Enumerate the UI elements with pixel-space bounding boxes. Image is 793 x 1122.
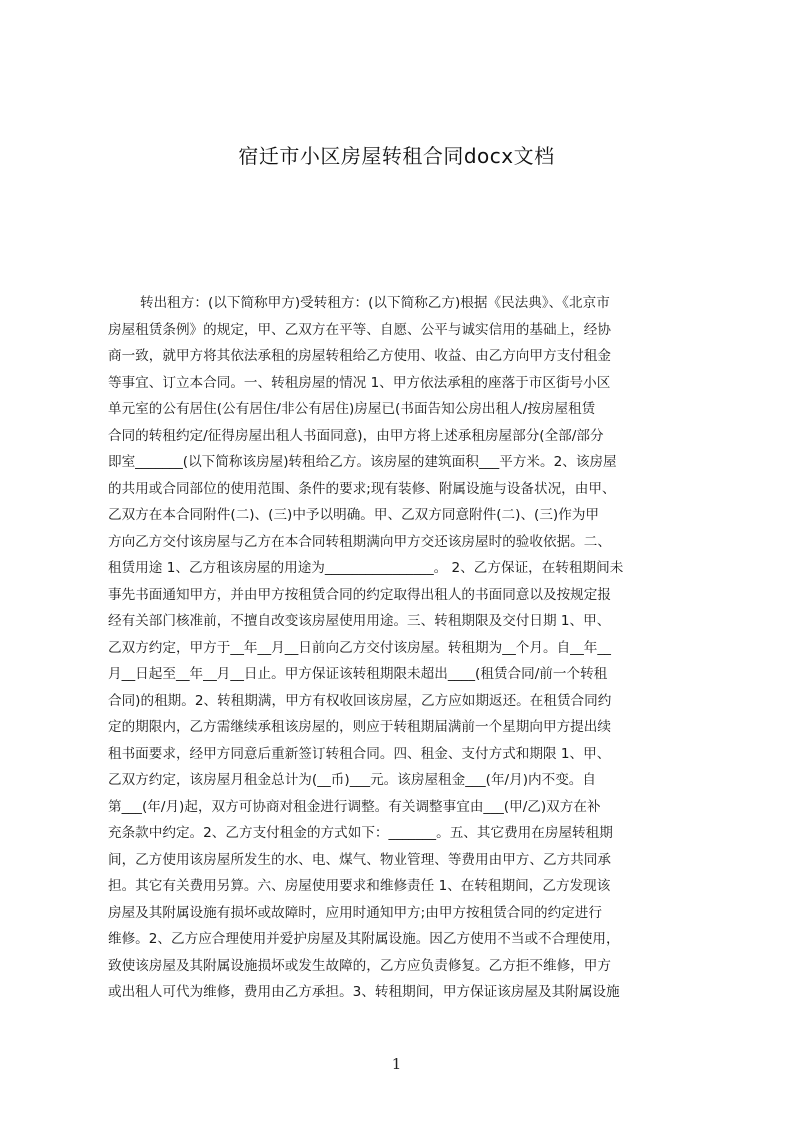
body-line: 充条款中约定。2、乙方支付租金的方式如下：_______。五、其它费用在房屋转租期 <box>108 825 613 841</box>
body-line: 间，乙方使用该房屋所发生的水、电、煤气、物业管理、等费用由甲方、乙方共同承 <box>108 851 611 868</box>
body-line: 租书面要求，经甲方同意后重新签订转租合同。四、租金、支付方式和期限 1、甲、 <box>108 745 611 762</box>
body-line: 合同的转租约定/征得房屋出租人书面同意)，由甲方将上述承租房屋部分(全部/部分 <box>108 427 604 444</box>
body-line: 事先书面通知甲方，并由甲方按租赁合同的约定取得出租人的书面同意以及按规定报 <box>108 586 611 603</box>
page-number: 1 <box>391 1055 402 1073</box>
body-line: 月__日起至__年__月__日止。甲方保证该转租期限未超出____(租赁合同/前一个转租 <box>108 666 608 682</box>
body-line: 转出租方：(以下简称甲方)受转租方：(以下简称乙方)根据《民法典》、《北京市 <box>140 295 610 311</box>
body-line: 等事宜、订立本合同。一、转租房屋的情况 1、甲方依法承租的座落于市区街号小区 <box>108 374 611 391</box>
body-line: 乙双方在本合同附件(二)、(三)中予以明确。甲、乙双方同意附件(二)、(三)作为甲 <box>108 507 600 523</box>
body-line: 房屋及其附属设施有损坏或故障时，应用时通知甲方;由甲方按租赁合同的约定进行 <box>108 904 602 921</box>
body-line: 合同)的租期。2、转租期满，甲方有权收回该房屋，乙方应如期返还。在租赁合同约 <box>108 692 612 709</box>
body-line: 即室_______(以下简称该房屋)转租给乙方。该房屋的建筑面积___平方米。2、该房屋 <box>108 454 617 470</box>
body-line: 租赁用途 1、乙方租该房屋的用途为________________。 2、乙方保证，在转租期间未 <box>108 560 624 576</box>
document-body <box>108 290 698 1050</box>
body-line: 房屋租赁条例》的规定，甲、乙双方在平等、自愿、公平与诚实信用的基础上，经协 <box>108 321 611 338</box>
body-line: 第___(年/月)起，双方可协商对租金进行调整。有关调整事宜由___(甲/乙)双方在补 <box>108 798 601 815</box>
body-line: 乙双方约定，甲方于__年__月__日前向乙方交付该房屋。转租期为__个月。自__年__ <box>108 639 611 656</box>
body-line: 方向乙方交付该房屋与乙方在本合同转租期满向甲方交还该房屋时的验收依据。二、 <box>108 533 611 550</box>
body-line: 担。其它有关费用另算。六、房屋使用要求和维修责任 1、在转租期间，乙方发现该 <box>108 878 611 894</box>
body-line: 商一致，就甲方将其依法承租的房屋转租给乙方使用、收益、由乙方向甲方支付租金 <box>108 348 611 364</box>
body-line: 的共用或合同部位的使用范围、条件的要求;现有装修、附属设施与设备状况，由甲、 <box>108 480 616 497</box>
body-line: 经有关部门核准前，不擅自改变该房屋使用用途。三、转租期限及交付日期 1、甲、 <box>108 613 611 629</box>
body-line: 或出租人可代为维修，费用由乙方承担。3、转租期间，甲方保证该房屋及其附属设施 <box>108 984 620 1000</box>
body-line: 单元室的公有居住(公有居住/非公有居住)房屋已(书面告知公房出租人/按房屋租赁 <box>108 401 596 417</box>
body-line: 乙双方约定，该房屋月租金总计为(__币)___元。该房屋租金___(年/月)内不变。自 <box>108 772 596 788</box>
body-line: 定的期限内，乙方需继续承租该房屋的，则应于转租期届满前一个星期向甲方提出续 <box>108 719 611 735</box>
body-line: 维修。2、乙方应合理使用并爱护房屋及其附属设施。因乙方使用不当或不合理使用， <box>108 931 620 947</box>
document-title: 宿迁市小区房屋转租合同docx文档 <box>238 144 555 168</box>
body-line: 致使该房屋及其附属设施损坏或发生故障的，乙方应负责修复。乙方拒不维修，甲方 <box>108 957 611 974</box>
